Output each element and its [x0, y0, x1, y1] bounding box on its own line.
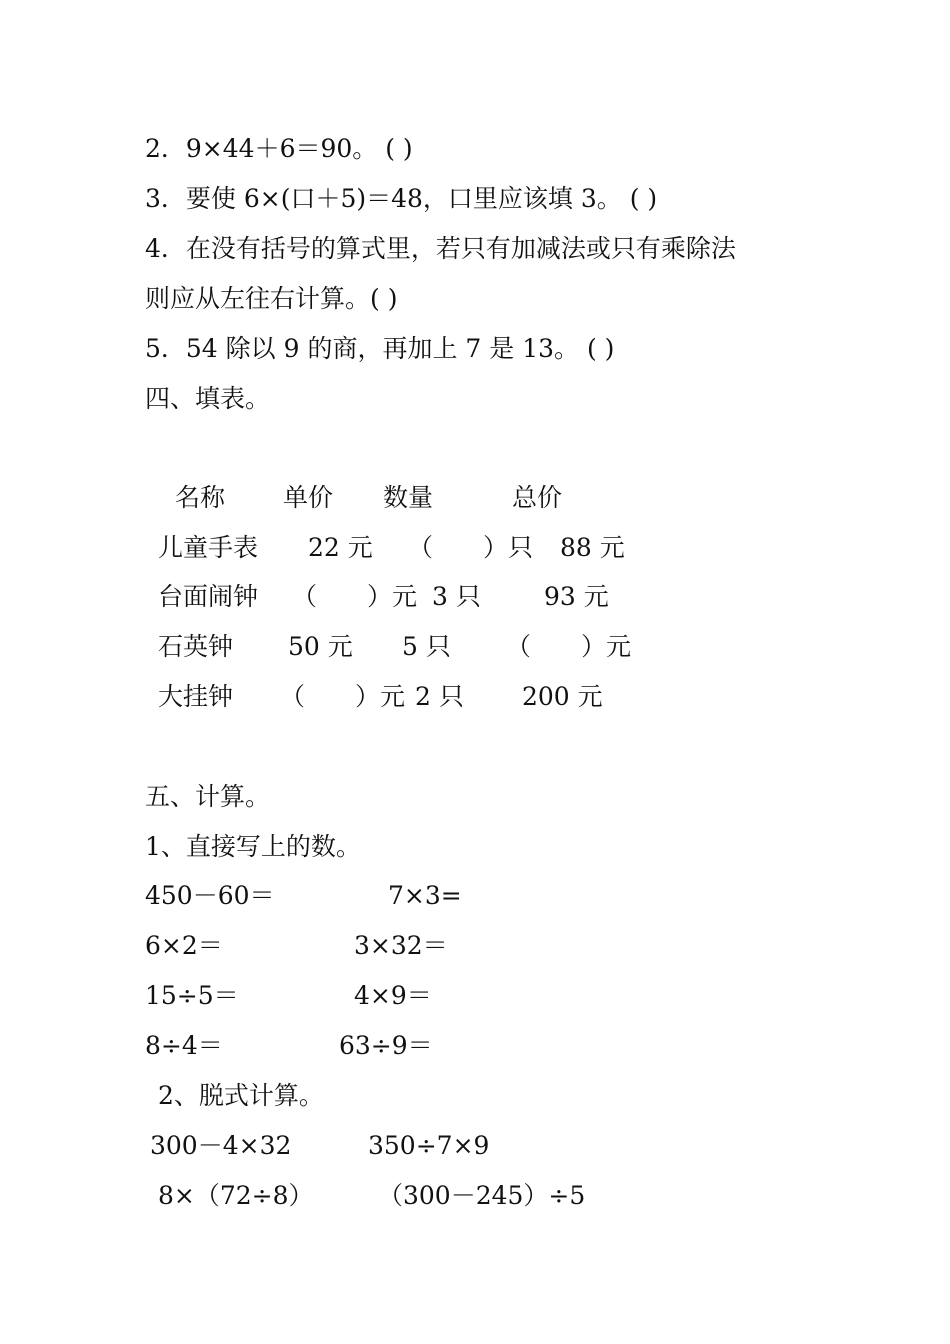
header-quantity: 数量: [383, 483, 434, 512]
section-4-title: 四、填表。: [145, 384, 271, 413]
part-2-title: 2、脱式计算。: [158, 1081, 324, 1110]
calc-item: 15÷5＝: [145, 981, 239, 1010]
calc-item: （300－245）÷5: [378, 1181, 586, 1210]
row-4-unit-price: （ ）元: [280, 682, 406, 711]
row-4-total: 200 元: [522, 682, 603, 711]
row-2-quantity: 3 只: [432, 582, 481, 611]
row-2-unit-price: （ ）元: [292, 582, 418, 611]
row-2-name: 台面闹钟: [158, 582, 259, 611]
section-5-title: 五、计算。: [145, 782, 271, 811]
calc-item: 300－4×32: [150, 1131, 292, 1160]
row-3-total: （ ）元: [506, 632, 632, 661]
header-total: 总价: [512, 483, 563, 512]
row-4-quantity: 2 只: [415, 682, 464, 711]
row-2-total: 93 元: [544, 582, 609, 611]
row-1-name: 儿童手表: [158, 533, 259, 562]
row-4-name: 大挂钟: [158, 682, 234, 711]
calc-item: 7×3=: [388, 881, 462, 910]
header-name: 名称: [175, 483, 226, 512]
calc-item: 6×2＝: [145, 931, 223, 960]
row-1-quantity: （ ）只: [408, 533, 534, 562]
row-1-unit-price: 22 元: [308, 533, 373, 562]
row-3-unit-price: 50 元: [288, 632, 353, 661]
question-3: 3．要使 6×(口＋5)＝48，口里应该填 3。 ( ): [145, 184, 658, 213]
row-3-quantity: 5 只: [402, 632, 451, 661]
row-1-total: 88 元: [560, 533, 625, 562]
question-4-line2: 则应从左往右计算。( ): [145, 284, 398, 313]
calc-item: 350÷7×9: [368, 1131, 490, 1160]
calc-item: 63÷9＝: [339, 1031, 433, 1060]
question-2: 2．9×44＋6＝90。 ( ): [145, 134, 413, 163]
calc-item: 4×9＝: [354, 981, 432, 1010]
calc-item: 8×（72÷8）: [158, 1181, 314, 1210]
calc-item: 3×32＝: [354, 931, 448, 960]
question-4-line1: 4．在没有括号的算式里，若只有加减法或只有乘除法: [145, 234, 736, 263]
question-5: 5．54 除以 9 的商，再加上 7 是 13。 ( ): [145, 334, 615, 363]
calc-item: 8÷4＝: [145, 1031, 223, 1060]
header-unit-price: 单价: [283, 483, 334, 512]
calc-item: 450－60＝: [145, 881, 275, 910]
row-3-name: 石英钟: [158, 632, 234, 661]
part-1-title: 1、直接写上的数。: [145, 832, 361, 861]
